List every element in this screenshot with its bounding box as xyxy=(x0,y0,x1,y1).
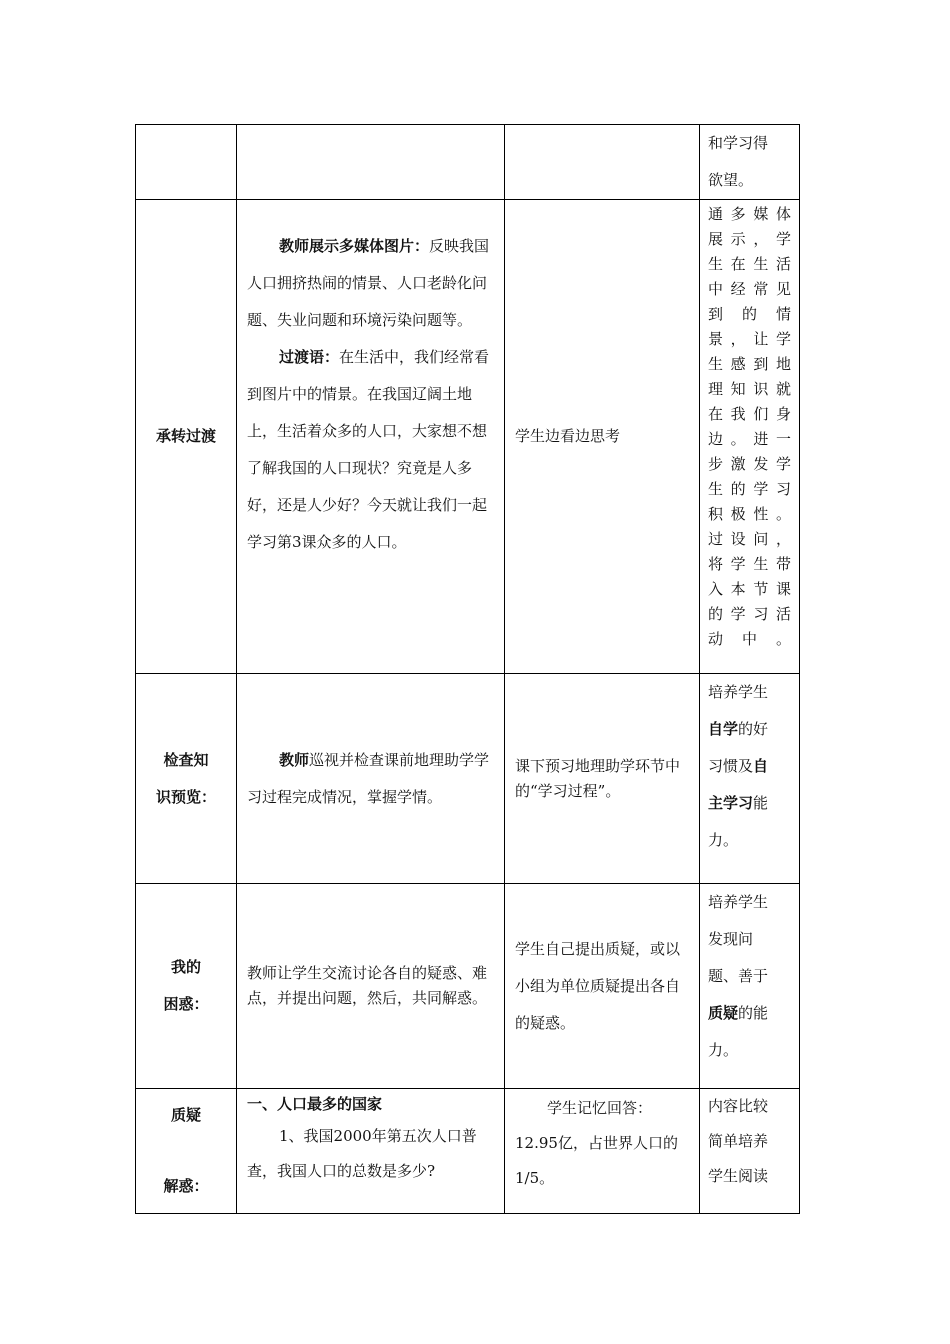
line-text: 的好 xyxy=(738,720,769,738)
bold-term: 自 xyxy=(753,757,769,775)
student-activity-cell xyxy=(505,125,700,200)
teacher-paragraph xyxy=(247,228,496,339)
stage-cell xyxy=(136,1089,237,1214)
design-intent-line xyxy=(708,748,791,785)
line-text: 的能 xyxy=(738,1004,769,1022)
student-activity-cell xyxy=(505,674,700,884)
student-activity-text: 学生边看边思考 xyxy=(515,427,621,445)
design-intent-line xyxy=(708,785,791,822)
heading-text: 一、人口最多的国家 xyxy=(247,1095,383,1113)
stage-cell xyxy=(136,884,237,1089)
stage-label: 解惑： xyxy=(163,1177,209,1195)
design-intent-line: 学生阅读 xyxy=(708,1167,769,1185)
design-intent-line: 入本节课 xyxy=(708,580,791,598)
design-intent-line: 简单培养 xyxy=(708,1132,769,1150)
bold-lead: 教师展示多媒体图片： xyxy=(279,237,430,255)
design-intent-cell xyxy=(700,200,800,674)
stage-label: 质疑 xyxy=(170,1106,201,1124)
design-intent-line: 力。 xyxy=(708,1041,739,1059)
design-intent-line: 和学习得 xyxy=(708,134,769,152)
design-intent-cell xyxy=(700,674,800,884)
design-intent-cell xyxy=(700,125,800,200)
design-intent-line: 通多媒体 xyxy=(708,205,791,223)
stage-cell xyxy=(136,200,237,674)
design-intent-line: 生的学习 xyxy=(708,480,791,498)
design-intent-line: 中经常见 xyxy=(708,280,791,298)
teacher-paragraph xyxy=(247,339,496,561)
stage-label: 承转过渡 xyxy=(155,427,216,445)
design-intent-line: 内容比较 xyxy=(708,1097,769,1115)
teacher-paragraph: 1、我国2000年第五次人口普查，我国人口的总数是多少? xyxy=(247,1127,477,1180)
design-intent-line: 步激发学 xyxy=(708,455,791,473)
stage-label: 检查知 xyxy=(163,750,209,769)
teacher-activity-cell xyxy=(237,674,505,884)
design-intent-line: 题、善于 xyxy=(708,967,769,985)
bold-lead: 教师 xyxy=(279,750,310,769)
teacher-paragraph xyxy=(247,742,496,816)
student-activity-cell xyxy=(505,884,700,1089)
line-text: 能 xyxy=(753,794,769,812)
stage-label: 困惑： xyxy=(163,995,209,1013)
student-activity-text: 12.95亿，占世界人口的1/5。 xyxy=(515,1134,678,1187)
design-intent-list xyxy=(708,202,791,652)
design-intent-line: 力。 xyxy=(708,831,739,849)
design-intent-line: 边。进一 xyxy=(708,430,791,448)
teacher-activity-cell xyxy=(237,1089,505,1214)
design-intent-line: 生感到地 xyxy=(708,355,791,373)
table-row xyxy=(136,125,800,200)
teacher-activity-text: 教师让学生交流讨论各自的疑惑、难点，并提出问题，然后，共同解惑。 xyxy=(247,964,488,1007)
student-activity-text: 学生记忆回答： xyxy=(547,1099,653,1117)
teacher-activity-cell xyxy=(237,200,505,674)
stage-label: 识预览： xyxy=(155,787,216,806)
design-intent-cell xyxy=(700,884,800,1089)
design-intent-line: 将学生带 xyxy=(708,555,791,573)
design-intent-line xyxy=(708,711,791,748)
student-activity-cell xyxy=(505,1089,700,1214)
bold-term: 质疑 xyxy=(708,1004,739,1022)
design-intent-line xyxy=(708,995,791,1032)
design-intent-line: 培养学生 xyxy=(708,893,769,911)
student-activity-cell xyxy=(505,200,700,674)
design-intent-line: 积极性。 xyxy=(708,505,791,523)
design-intent-line: 培养学生 xyxy=(708,683,769,701)
paragraph-text: 反映我国人口拥挤热闹的情景、人口老龄化问题、失业问题和环境污染问题等。 xyxy=(247,237,490,329)
paragraph-text: 巡视并检查课前地理助学学习过程完成情况，掌握学情。 xyxy=(247,750,490,806)
design-intent-line: 的学习活 xyxy=(708,605,791,623)
design-intent-line: 动中。 xyxy=(708,630,791,648)
table-row xyxy=(136,674,800,884)
design-intent-line: 过设问， xyxy=(708,530,791,548)
design-intent-line: 理知识就 xyxy=(708,380,791,398)
design-intent-line: 生在生活 xyxy=(708,255,791,273)
section-heading xyxy=(247,1089,496,1119)
teacher-activity-cell xyxy=(237,125,505,200)
table-row xyxy=(136,884,800,1089)
teacher-activity-cell xyxy=(237,884,505,1089)
bold-term: 自学 xyxy=(708,720,739,738)
stage-cell xyxy=(136,674,237,884)
student-activity-text: 课下预习地理助学环节中的“学习过程”。 xyxy=(515,756,681,800)
lesson-plan-table xyxy=(135,124,800,1214)
student-activity-text: 学生自己提出质疑，或以小组为单位质疑提出各自的疑惑。 xyxy=(515,939,681,1032)
design-intent-line: 发现问 xyxy=(708,930,754,948)
design-intent-line: 在我们身 xyxy=(708,405,791,423)
stage-cell xyxy=(136,125,237,200)
bold-term: 主学习 xyxy=(708,794,754,812)
design-intent-line: 展示，学 xyxy=(708,230,791,248)
bold-lead: 过渡语： xyxy=(279,348,340,366)
design-intent-line: 景，让学 xyxy=(708,330,791,348)
table-row xyxy=(136,1089,800,1214)
design-intent-line: 欲望。 xyxy=(708,171,754,189)
line-text: 习惯及 xyxy=(708,757,754,775)
table-row xyxy=(136,200,800,674)
paragraph-text: 在生活中，我们经常看到图片中的情景。在我国辽阔土地上，生活着众多的人口，大家想不想了解我国的人口现状？究竟是人多好，还是人少好？今天就让我们一起学习第3课众多的人口。 xyxy=(247,348,490,551)
stage-label: 我的 xyxy=(170,958,201,976)
design-intent-cell xyxy=(700,1089,800,1214)
design-intent-line: 到 的 情 xyxy=(708,305,791,323)
